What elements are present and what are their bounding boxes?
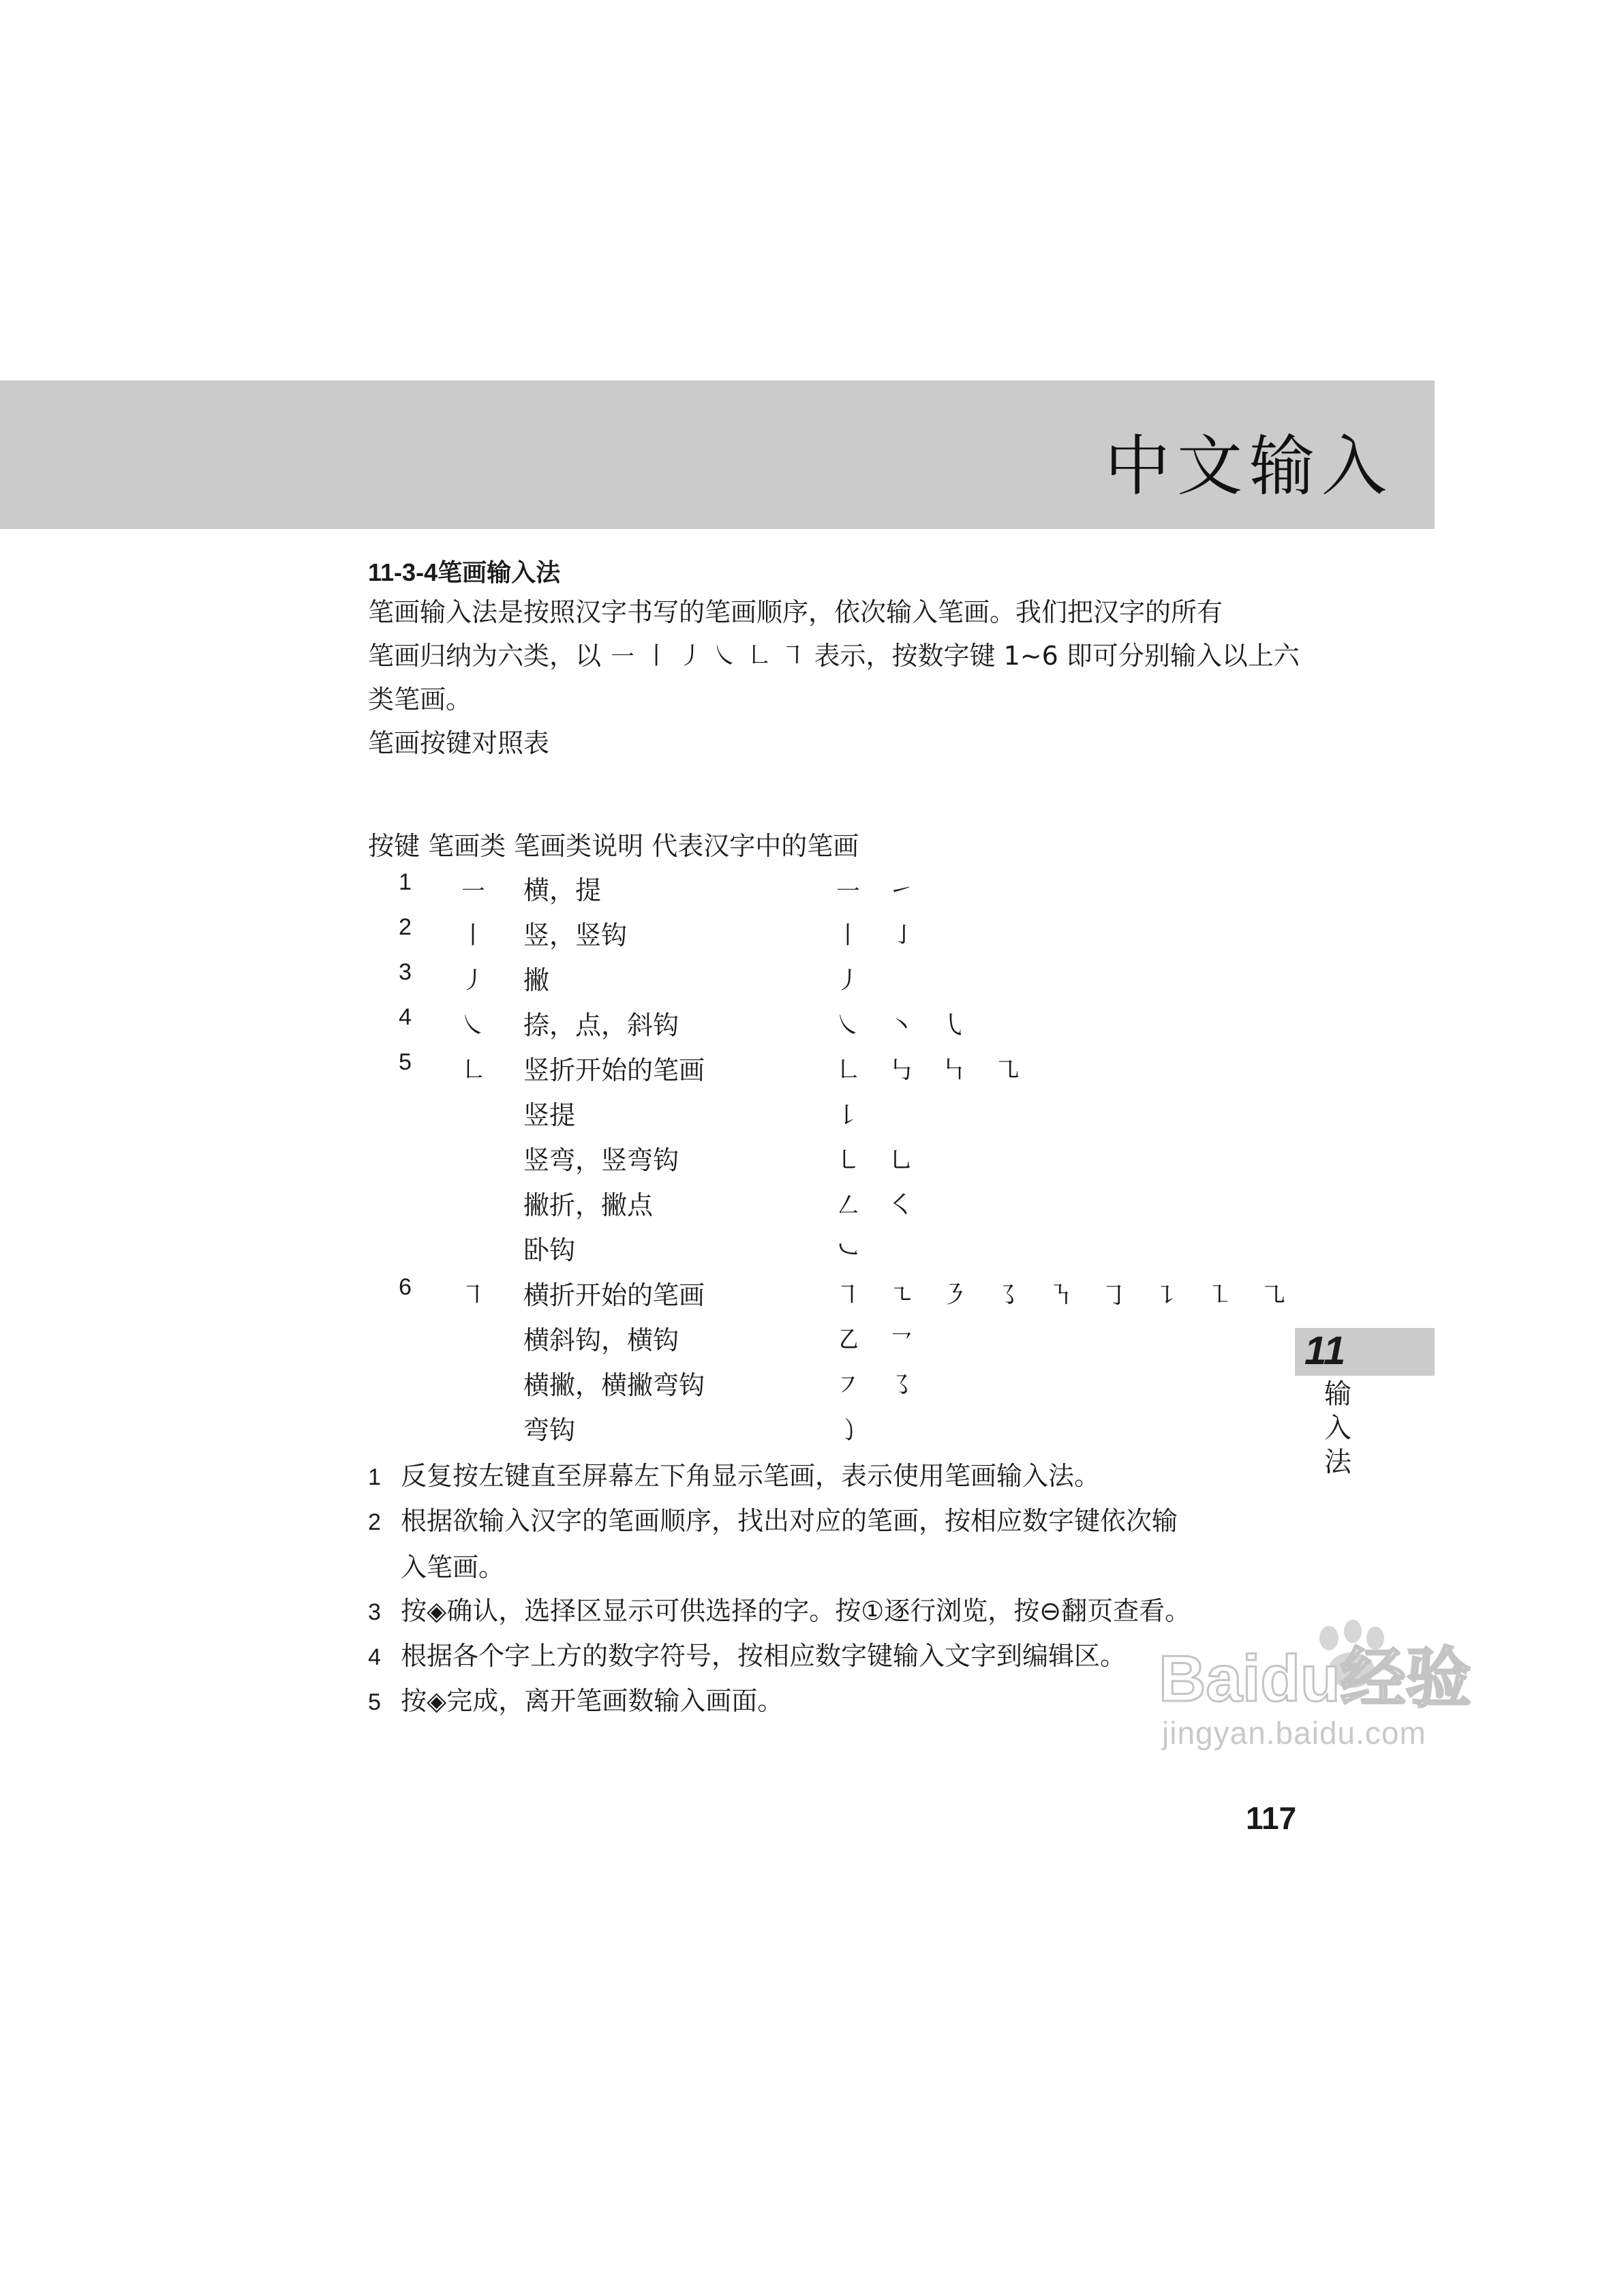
row-stroke-class: ㇓ bbox=[460, 965, 487, 995]
step-item bbox=[368, 1453, 1100, 1500]
step-number: 3 bbox=[368, 1599, 381, 1625]
step-text: 根据各个字上方的数字符号，按相应数字键输入文字到编辑区。 bbox=[401, 1641, 1127, 1671]
page-title: 中文输入 bbox=[1105, 428, 1394, 504]
table-header: 按键 笔画类 笔画类说明 代表汉字中的笔画 bbox=[368, 831, 859, 861]
step-text: 按◈完成，离开笔画数输入画面。 bbox=[401, 1686, 784, 1716]
row-example-strokes: ㇄ ㇟ bbox=[835, 1145, 924, 1175]
row-example-strokes: ㇗ ㇉ ㇞ ㇈ bbox=[835, 1055, 1030, 1085]
intro-line-3: 类笔画。 bbox=[368, 684, 472, 714]
table-row bbox=[0, 1409, 1363, 1454]
row-example-strokes: ㇇ ㇌ bbox=[835, 1370, 924, 1400]
step-item bbox=[368, 1498, 1178, 1590]
step-item bbox=[368, 1633, 1126, 1680]
step-text: 按◈确认，选择区显示可供选择的字。按①逐行浏览，按⊖翻页查看。 bbox=[401, 1596, 1191, 1626]
table-caption: 笔画按键对照表 bbox=[368, 728, 550, 758]
chapter-label: 输入法 bbox=[1324, 1378, 1351, 1478]
step-number: 2 bbox=[368, 1509, 381, 1535]
row-description: 竖弯，竖弯钩 bbox=[523, 1145, 679, 1175]
step-text: 根据欲输入汉字的笔画顺序，找出对应的笔画，按相应数字键依次输 bbox=[401, 1506, 1178, 1536]
intro-line-2: 笔画归纳为六类，以 ㇐ ㇑ ㇓ ㇏ ㇗ ㇕ 表示，按数字键 1~6 即可分别输入以上六 bbox=[368, 641, 1300, 671]
row-key: 2 bbox=[399, 914, 412, 940]
row-example-strokes: ㇙ bbox=[835, 1100, 871, 1130]
row-example-strokes: ㇏ ㇔ ㇂ bbox=[835, 1010, 977, 1040]
row-example-strokes: ㇜ ㇛ bbox=[835, 1190, 924, 1220]
chapter-number: 11 bbox=[1304, 1329, 1346, 1373]
step-continuation: 入笔画。 bbox=[401, 1552, 505, 1582]
chapter-tab bbox=[1295, 1328, 1435, 1376]
watermark-url: jingyan.baidu.com bbox=[1162, 1715, 1426, 1751]
baidu-watermark-logo bbox=[1159, 1619, 1540, 1715]
table-row bbox=[0, 1319, 1363, 1364]
page-number: 117 bbox=[1246, 1800, 1297, 1836]
table-row bbox=[0, 1049, 1363, 1094]
row-example-strokes: ㇠ ㇖ bbox=[835, 1325, 924, 1355]
row-key: 4 bbox=[399, 1004, 412, 1030]
step-item bbox=[368, 1588, 1191, 1635]
row-example-strokes: ㇕ ㇍ ㇋ ㇌ ㇎ ㇆ ㇊ ㇅ ㇈ bbox=[835, 1280, 1296, 1310]
row-description: 竖，竖钩 bbox=[523, 920, 628, 950]
row-stroke-class: ㇕ bbox=[460, 1280, 487, 1310]
row-stroke-class: ㇗ bbox=[460, 1055, 487, 1085]
row-description: 弯钩 bbox=[523, 1415, 576, 1445]
row-description: 横，提 bbox=[523, 875, 602, 905]
step-text: 反复按左键直至屏幕左下角显示笔画，表示使用笔画输入法。 bbox=[401, 1461, 1101, 1491]
row-key: 5 bbox=[399, 1049, 412, 1075]
row-key: 6 bbox=[399, 1274, 412, 1300]
row-description: 竖折开始的笔画 bbox=[523, 1055, 705, 1085]
table-row bbox=[0, 914, 1363, 959]
row-description: 捺，点，斜钩 bbox=[523, 1010, 679, 1040]
row-example-strokes: ㇐ ㇀ bbox=[835, 875, 924, 905]
table-row bbox=[0, 959, 1363, 1004]
step-number: 4 bbox=[368, 1644, 381, 1670]
section-heading: 11-3-4笔画输入法 bbox=[368, 558, 561, 586]
row-description: 竖提 bbox=[523, 1100, 576, 1130]
row-key: 3 bbox=[399, 959, 412, 985]
row-description: 横斜钩，横钩 bbox=[523, 1325, 679, 1355]
row-description: 撇折，撇点 bbox=[523, 1190, 654, 1220]
row-stroke-class: ㇑ bbox=[460, 920, 487, 950]
row-stroke-class: ㇐ bbox=[460, 875, 487, 905]
table-row bbox=[0, 869, 1363, 914]
chapter-title-band bbox=[0, 380, 1435, 529]
row-example-strokes: ㇃ bbox=[835, 1235, 871, 1265]
table-row bbox=[0, 1229, 1363, 1274]
row-description: 横折开始的笔画 bbox=[523, 1280, 705, 1310]
table-row bbox=[0, 1094, 1363, 1139]
row-example-strokes: ㇓ bbox=[835, 965, 871, 995]
row-example-strokes: ㇁ bbox=[835, 1415, 871, 1445]
step-item bbox=[368, 1678, 783, 1725]
table-row bbox=[0, 1274, 1363, 1319]
watermark-brand: Baidu经验 bbox=[1159, 1642, 1471, 1715]
row-key: 1 bbox=[399, 869, 412, 895]
table-row bbox=[0, 1364, 1363, 1409]
intro-line-1: 笔画输入法是按照汉字书写的笔画顺序，依次输入笔画。我们把汉字的所有 bbox=[368, 597, 1223, 627]
table-row bbox=[0, 1184, 1363, 1229]
table-row bbox=[0, 1139, 1363, 1184]
step-number: 1 bbox=[368, 1464, 381, 1490]
row-description: 撇 bbox=[523, 965, 550, 995]
step-number: 5 bbox=[368, 1689, 381, 1715]
table-row bbox=[0, 1004, 1363, 1049]
row-description: 卧钩 bbox=[523, 1235, 576, 1265]
row-stroke-class: ㇏ bbox=[460, 1010, 487, 1040]
row-description: 横撇，横撇弯钩 bbox=[523, 1370, 705, 1400]
row-example-strokes: ㇑ ㇚ bbox=[835, 920, 924, 950]
